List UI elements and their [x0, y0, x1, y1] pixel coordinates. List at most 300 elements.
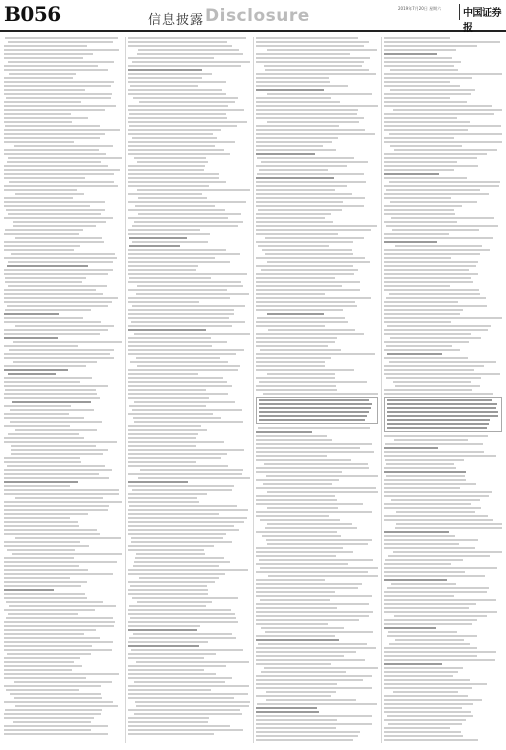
text-line [4, 585, 81, 587]
text-line [384, 161, 457, 163]
table-row [387, 403, 497, 405]
text-line [4, 317, 83, 319]
text-line [4, 397, 100, 399]
text-line [6, 617, 113, 619]
text-line [384, 571, 465, 573]
text-line [256, 357, 331, 359]
text-line [256, 117, 364, 119]
text-line [128, 413, 213, 415]
text-line [4, 377, 92, 379]
table-row [387, 407, 496, 409]
text-line [134, 713, 243, 715]
text-line [258, 209, 342, 211]
section-heading-line [128, 645, 199, 647]
text-line [128, 725, 230, 727]
text-line [384, 365, 484, 367]
text-line [133, 97, 238, 99]
text-line [384, 113, 494, 115]
text-line [129, 405, 206, 407]
text-line [4, 569, 88, 571]
section-heading-line [256, 711, 319, 713]
text-column-4 [384, 37, 502, 743]
text-line [4, 129, 120, 131]
text-line [263, 483, 332, 485]
text-line [384, 309, 463, 311]
text-line [4, 717, 94, 719]
text-line [384, 285, 450, 287]
text-line [394, 439, 468, 441]
text-line [4, 469, 112, 471]
text-line [128, 377, 223, 379]
data-table [384, 397, 502, 432]
text-line [4, 677, 86, 679]
text-line [256, 439, 332, 441]
text-line [386, 475, 465, 477]
text-line [136, 661, 250, 663]
text-line [128, 149, 224, 151]
text-line [256, 443, 372, 445]
text-line [4, 541, 80, 543]
text-line [384, 317, 502, 319]
text-line [128, 441, 224, 443]
text-line [128, 217, 228, 219]
text-line [4, 113, 71, 115]
issue-date: 2019年7月20日 星期六 [398, 6, 442, 11]
text-line [130, 85, 198, 87]
text-line [132, 137, 217, 139]
text-line [4, 505, 109, 507]
text-line [128, 381, 227, 383]
text-line [256, 615, 369, 617]
text-line [4, 733, 108, 735]
text-line [267, 491, 378, 493]
table-row [387, 419, 490, 421]
text-line [384, 233, 449, 235]
text-line [7, 465, 104, 467]
text-line [128, 685, 249, 687]
text-line [15, 325, 113, 327]
text-line [384, 169, 454, 171]
text-line [129, 125, 236, 127]
text-line [387, 325, 491, 327]
text-line [128, 717, 209, 719]
text-line [384, 683, 487, 685]
text-line [128, 449, 244, 451]
text-line [256, 623, 327, 625]
text-line [128, 249, 226, 251]
text-line [390, 145, 462, 147]
text-line [256, 297, 371, 299]
text-line [266, 699, 356, 701]
text-line [384, 73, 502, 75]
text-line [128, 573, 225, 575]
text-line [14, 681, 113, 683]
text-line [4, 581, 87, 583]
text-line [386, 345, 452, 347]
text-line [267, 373, 335, 375]
text-line [128, 545, 214, 547]
text-line [391, 583, 457, 585]
text-line [4, 197, 73, 199]
text-line [256, 241, 353, 243]
text-line [4, 517, 70, 519]
text-line [128, 317, 229, 319]
text-line [128, 509, 248, 511]
text-line [132, 225, 238, 227]
text-line [256, 133, 375, 135]
text-line [128, 733, 214, 735]
text-line [256, 499, 337, 501]
text-line [257, 157, 354, 159]
text-line [133, 633, 232, 635]
text-line [13, 225, 96, 227]
section-heading-line [256, 177, 334, 179]
text-line [8, 213, 101, 215]
text-line [128, 433, 198, 435]
text-line [4, 173, 114, 175]
text-line [128, 669, 204, 671]
text-line [384, 695, 468, 697]
text-line [256, 607, 337, 609]
section-heading-line [384, 53, 437, 55]
text-line [389, 181, 500, 183]
text-line [265, 631, 373, 633]
text-line [128, 589, 208, 591]
text-line [262, 249, 352, 251]
text-line [384, 595, 454, 597]
text-line [4, 89, 85, 91]
text-line [256, 225, 377, 227]
text-line [384, 451, 484, 453]
text-line [256, 37, 358, 39]
text-line [4, 217, 113, 219]
text-line [384, 619, 477, 621]
text-line [256, 277, 335, 279]
text-line [134, 561, 230, 563]
text-line [6, 689, 79, 691]
text-line [384, 679, 470, 681]
text-line [128, 385, 232, 387]
text-line [4, 529, 97, 531]
text-line [390, 337, 481, 339]
text-line [4, 509, 108, 511]
text-line [128, 173, 219, 175]
text-line [4, 473, 99, 475]
text-line [128, 177, 219, 179]
text-line [128, 665, 226, 667]
text-line [384, 333, 471, 335]
text-line [4, 185, 118, 187]
text-line [256, 715, 372, 717]
text-line [256, 563, 348, 565]
text-line [4, 153, 106, 155]
text-line [13, 221, 106, 223]
text-line [4, 385, 108, 387]
text-line [128, 533, 226, 535]
text-line [384, 731, 461, 733]
text-line [256, 333, 364, 335]
text-line [256, 515, 329, 517]
text-line [256, 205, 364, 207]
text-line [256, 389, 336, 391]
text-line [256, 459, 351, 461]
text-line [256, 137, 338, 139]
text-line [128, 593, 208, 595]
text-line [128, 257, 215, 259]
text-line [384, 543, 459, 545]
text-line [4, 593, 85, 595]
text-line [267, 121, 359, 123]
text-line [4, 665, 82, 667]
text-line [384, 281, 473, 283]
text-line [384, 711, 471, 713]
column-divider [253, 37, 254, 743]
text-line [384, 121, 470, 123]
text-line [389, 133, 502, 135]
text-line [128, 709, 240, 711]
text-line [128, 485, 234, 487]
text-line [390, 201, 477, 203]
text-line [390, 69, 458, 71]
text-line [384, 93, 471, 95]
text-line [4, 701, 113, 703]
text-line [4, 301, 112, 303]
text-column-2 [128, 37, 250, 743]
text-line [395, 639, 464, 641]
text-line [7, 305, 108, 307]
text-line [384, 37, 450, 39]
text-line [263, 393, 378, 395]
text-line [5, 37, 118, 39]
section-heading-line [12, 401, 91, 403]
text-line [384, 607, 469, 609]
text-line [128, 457, 221, 459]
text-line [128, 133, 213, 135]
text-line [384, 655, 477, 657]
text-line [384, 491, 492, 493]
text-line [384, 349, 460, 351]
text-line [128, 165, 205, 167]
text-line [4, 493, 119, 495]
text-line [4, 637, 100, 639]
text-line [256, 45, 364, 47]
text-line [256, 221, 333, 223]
text-line [9, 73, 76, 75]
text-line [128, 425, 201, 427]
text-line [128, 261, 230, 263]
text-line [131, 541, 232, 543]
text-line [128, 181, 226, 183]
text-line [256, 81, 330, 83]
table-row [387, 399, 492, 401]
text-line [128, 493, 207, 495]
text-line [4, 189, 77, 191]
text-line [8, 613, 78, 615]
section-heading-line [128, 69, 202, 71]
text-line [4, 77, 73, 79]
text-line [384, 141, 502, 143]
text-line [260, 519, 340, 521]
text-line [4, 661, 74, 663]
text-line [256, 467, 369, 469]
text-line [4, 673, 119, 675]
text-line [384, 507, 481, 509]
newspaper-logo: 中国证券报 [463, 8, 501, 34]
text-line [128, 445, 196, 447]
text-line [128, 337, 211, 339]
text-line [4, 93, 112, 95]
text-line [8, 61, 114, 63]
text-line [136, 293, 249, 295]
text-line [4, 365, 86, 367]
text-line [128, 341, 227, 343]
text-line [258, 245, 330, 247]
text-line [128, 325, 232, 327]
text-line [384, 185, 499, 187]
text-line [4, 565, 79, 567]
text-line [384, 61, 461, 63]
text-line [384, 667, 463, 669]
text-line [388, 631, 457, 633]
text-line [15, 237, 102, 239]
text-line [4, 85, 111, 87]
text-line [134, 421, 243, 423]
text-line [256, 145, 323, 147]
text-line [4, 457, 80, 459]
text-line [8, 433, 80, 435]
text-line [4, 521, 78, 523]
text-line [15, 705, 118, 707]
text-line [128, 185, 209, 187]
text-line [128, 229, 200, 231]
section-heading-line [384, 173, 439, 175]
text-line [256, 683, 337, 685]
text-line [384, 301, 458, 303]
text-line [390, 89, 476, 91]
text-line [384, 193, 489, 195]
text-line [137, 161, 208, 163]
text-line [15, 429, 96, 431]
text-line [256, 213, 331, 215]
text-line [137, 365, 240, 367]
text-line [384, 273, 478, 275]
text-line [128, 613, 235, 615]
text-line [256, 687, 372, 689]
text-line [8, 157, 122, 159]
text-line [384, 65, 454, 67]
text-line [384, 611, 497, 613]
table-row [387, 427, 487, 429]
text-line [256, 61, 364, 63]
text-line [384, 519, 493, 521]
text-line [256, 97, 331, 99]
text-line [4, 545, 89, 547]
text-line [13, 721, 91, 723]
section-heading-line [384, 471, 466, 473]
text-line [7, 653, 92, 655]
text-line [4, 413, 69, 415]
text-line [384, 153, 487, 155]
text-line [384, 105, 492, 107]
text-line [138, 477, 250, 479]
text-line [256, 583, 362, 585]
text-line [4, 437, 84, 439]
text-line [256, 361, 325, 363]
text-line [256, 309, 343, 311]
text-line [4, 557, 74, 559]
text-line [384, 393, 493, 395]
text-line [395, 245, 482, 247]
text-line [256, 257, 365, 259]
text-column-3 [256, 37, 378, 743]
text-line [386, 463, 454, 465]
text-line [384, 125, 501, 127]
text-line [256, 365, 325, 367]
text-line [6, 97, 110, 99]
text-line [256, 105, 378, 107]
text-line [384, 213, 455, 215]
text-line [4, 293, 103, 295]
text-line [256, 647, 376, 649]
table-row [259, 403, 372, 405]
text-line [128, 105, 228, 107]
text-line [256, 285, 342, 287]
text-line [256, 435, 327, 437]
section-heading-line [129, 245, 181, 247]
text-line [4, 141, 74, 143]
text-line [7, 161, 101, 163]
section-heading-line [256, 639, 339, 641]
text-line [128, 609, 231, 611]
text-line [395, 527, 502, 529]
text-line [384, 137, 454, 139]
text-line [265, 253, 353, 255]
text-line [4, 233, 79, 235]
section-title-en: Disclosure [205, 6, 310, 26]
text-line [4, 205, 90, 207]
text-line [135, 205, 215, 207]
text-line [134, 401, 235, 403]
text-line [128, 353, 236, 355]
text-line [384, 575, 485, 577]
text-line [4, 533, 100, 535]
text-line [129, 605, 206, 607]
text-line [4, 117, 88, 119]
text-line [128, 109, 244, 111]
text-line [384, 249, 490, 251]
text-line [256, 281, 360, 283]
text-line [134, 681, 224, 683]
text-line [4, 137, 100, 139]
text-line [256, 587, 358, 589]
page-header [0, 0, 506, 32]
table-row [387, 415, 498, 417]
text-line [387, 587, 489, 589]
text-line [389, 643, 470, 645]
text-line [256, 377, 335, 379]
text-line [4, 273, 108, 275]
text-line [9, 181, 114, 183]
text-line [256, 595, 372, 597]
text-line [384, 727, 450, 729]
text-line [128, 621, 238, 623]
text-line [393, 691, 458, 693]
text-line [128, 501, 199, 503]
text-line [128, 521, 244, 523]
text-line [396, 511, 476, 513]
text-line [4, 81, 114, 83]
text-line [132, 61, 250, 63]
